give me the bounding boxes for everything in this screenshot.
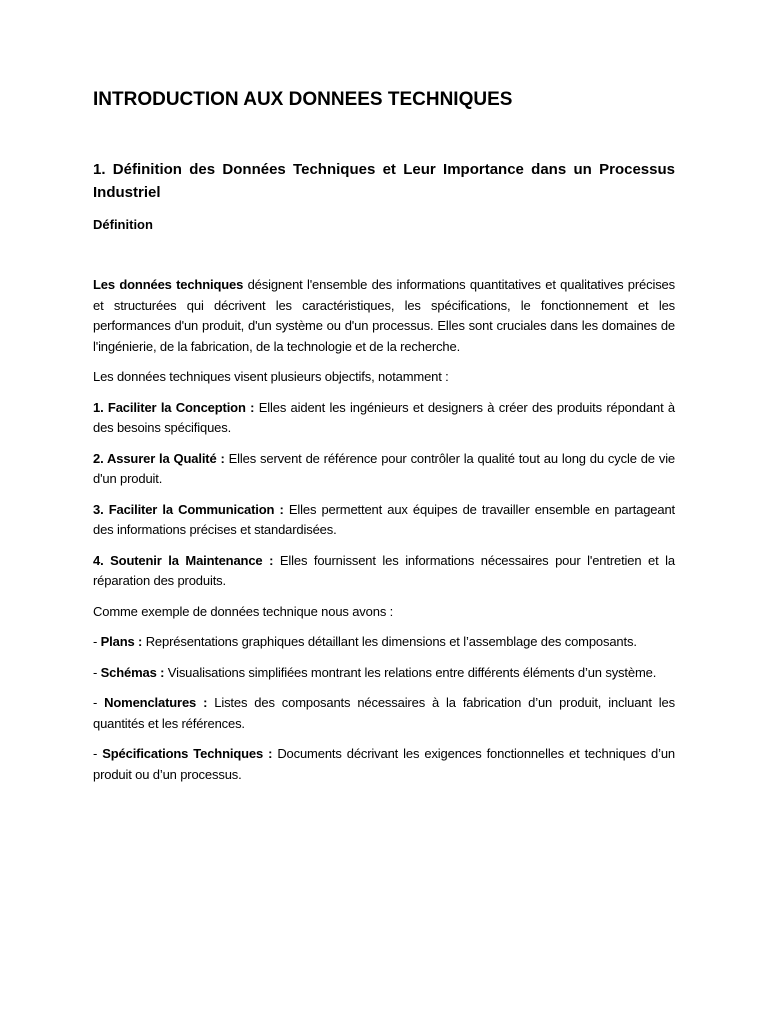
example-label: Plans :	[100, 634, 143, 649]
example-bullet: -	[93, 695, 105, 710]
example-text: Documents décrivant les exigences fonctionnelles et techniques d’un produit ou d’un processus.	[93, 746, 675, 782]
example-item	[93, 744, 675, 785]
intro-paragraph	[93, 275, 675, 357]
example-bullet: -	[93, 746, 103, 761]
objective-text: Elles aident les ingénieurs et designers à créer des produits répondant à des besoins spécifiques.	[93, 399, 676, 435]
document-body	[93, 275, 675, 795]
examples-intro: Comme exemple de données technique nous avons :	[93, 603, 394, 619]
example-text: Visualisations simplifiées montrant les relations entre différents éléments d’un système.	[164, 664, 657, 680]
example-label: Spécifications Techniques :	[102, 746, 273, 761]
section-heading: 1. Définition des Données Techniques et Leur Importance dans un Processus Industriel	[93, 161, 675, 201]
intro-text: désignent l'ensemble des informations quantitatives et qualitatives précises et structurées qui décrivent les caractéristiques, les spécifications, le fonctionnement et les performances d'un produit, d'un système ou d'un processus. Elles sont cruciales dans les domaines de l'ingénierie, de la fabrication, de la technologie et de la recherche.	[93, 277, 675, 354]
objective-label: 3. Faciliter la Communication :	[93, 501, 284, 517]
example-item	[93, 693, 675, 734]
objective-text: Elles permettent aux équipes de travailler ensemble en partageant des informations précises et standardisées.	[93, 501, 676, 537]
objective-label: 4. Soutenir la Maintenance :	[93, 552, 274, 568]
objective-text: Elles servent de référence pour contrôler la qualité tout au long du cycle de vie d'un produit.	[93, 450, 676, 486]
example-label: Schémas :	[100, 664, 165, 680]
example-text: Représentations graphiques détaillant les dimensions et l’assemblage des composants.	[142, 634, 637, 649]
objective-text: Elles fournissent les informations nécessaires pour l'entretien et la réparation des produits.	[93, 552, 675, 588]
example-text: Listes des composants nécessaires à la fabrication d’un produit, incluant les quantités et les références.	[93, 695, 675, 731]
example-item	[93, 632, 675, 653]
objective-item	[93, 398, 675, 439]
example-item	[93, 663, 675, 684]
document-title: INTRODUCTION AUX DONNEES TECHNIQUES	[93, 89, 513, 110]
intro-term: Les données techniques	[93, 277, 244, 292]
example-bullet: -	[93, 634, 101, 649]
example-bullet: -	[93, 664, 101, 680]
objective-item	[93, 551, 675, 592]
objective-item	[93, 449, 675, 490]
objective-label: 2. Assurer la Qualité :	[93, 450, 225, 466]
objectives-intro: Les données techniques visent plusieurs objectifs, notamment :	[93, 369, 449, 384]
sub-heading-definition: Définition	[93, 217, 153, 232]
objective-item	[93, 500, 675, 541]
objective-label: 1. Faciliter la Conception :	[93, 399, 255, 415]
example-label: Nomenclatures :	[104, 695, 208, 710]
